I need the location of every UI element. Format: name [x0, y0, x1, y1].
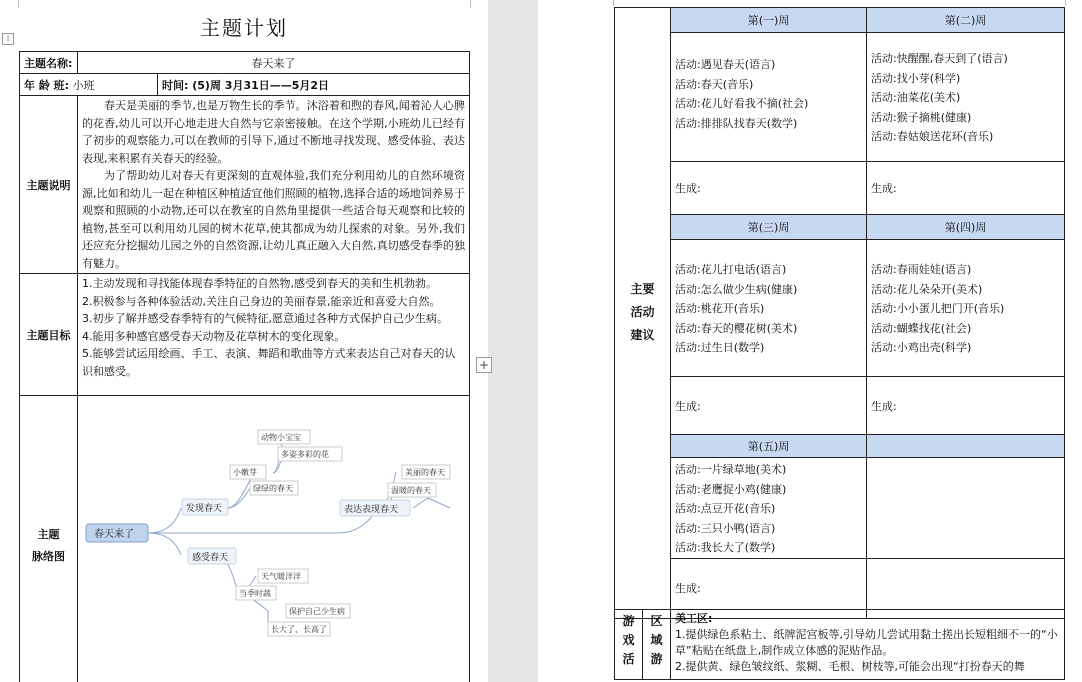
game-label	[615, 610, 643, 680]
mindmap-leaf: 保护自己少生病	[289, 607, 345, 616]
generated-label: 生成:	[867, 162, 1065, 215]
art-area-title: 美工区:	[675, 612, 713, 625]
goals-cell	[78, 274, 470, 396]
activity-item: 活动:油菜花(美术)	[871, 91, 961, 104]
theme-name-value: 春天来了	[78, 52, 470, 74]
mindmap-label-line: 脉络图	[32, 549, 65, 563]
activity-item: 活动:蝴蝶找花(社会)	[871, 321, 972, 335]
mindmap-connector	[228, 488, 250, 508]
goal-item: 5.能够尝试运用绘画、手工、表演、舞蹈和歌曲等方式来表达自己对春天的认识和感受。	[82, 347, 456, 378]
game-label-char: 戏	[622, 633, 635, 647]
activity-item: 活动:快醒醒,春天到了(语言)	[871, 52, 1008, 65]
margin-mark	[613, 0, 614, 6]
game-label-char: 活	[622, 652, 635, 666]
mindmap-leaf: 多姿多彩的花	[281, 450, 329, 459]
art-area-item: 2.提供黄、绿色皱纹纸、浆糊、毛根、树枝等,可能会出现“打扮春天的舞	[675, 660, 1025, 673]
week-header: 第(三)周	[671, 215, 867, 240]
week-activities	[867, 33, 1065, 162]
table-move-handle-icon[interactable]: ⁞	[2, 33, 14, 45]
week-header: 第(五)周	[671, 435, 867, 458]
week-activities	[671, 458, 867, 559]
mindmap-leaf: 绿绿的春天	[253, 484, 293, 493]
empty-cell	[867, 458, 1065, 559]
activity-item: 活动:桃花开(音乐)	[675, 302, 765, 315]
mindmap-leaf: 当季时蔬	[239, 589, 271, 598]
activity-item: 活动:小小蛋儿把门开(音乐)	[871, 302, 1005, 315]
time-cell	[158, 74, 470, 96]
week-header: 第(四)周	[867, 215, 1065, 240]
mindmap-cell	[78, 396, 470, 682]
plan-table	[19, 51, 470, 682]
activity-item: 活动:一片绿草地(美术)	[675, 463, 787, 476]
theme-name-label: 主题名称:	[20, 52, 78, 74]
mindmap-leaf: 美丽的春天	[405, 468, 445, 477]
activity-item: 活动:过生日(数学)	[675, 341, 765, 354]
right-document-page	[538, 0, 1082, 682]
goals-label: 主题目标	[20, 274, 78, 396]
class-cell	[20, 74, 158, 96]
week-activities	[671, 240, 867, 377]
activity-item: 活动:春姑娘送花环(音乐)	[871, 130, 994, 143]
activity-item: 活动:怎么做少生病(健康)	[675, 282, 798, 296]
left-document-page	[0, 0, 488, 682]
mindmap-branch: 表达表现春天	[344, 505, 399, 515]
description-paragraph: 为了帮助幼儿对春天有更深刻的直观体验,我们充分利用幼儿的自然环境资源,比如和幼儿一起在种植区种植适宜他们照顾的植物,选择合适的场地饲养易于观察和照顾的小动物,还可以在教室的自然角里提供一些适合每天观察和比较的植物,甚至可以利用幼儿园的树木花草,使其都成为幼儿探索的对象。另外,我们还应充分挖掘幼儿园之外的自然资源,让幼儿真正融入大自然,真切感受春季的独有魅力。	[82, 169, 465, 270]
side-label-line: 主要	[630, 282, 655, 297]
goal-item: 2.积极参与各种体验活动,关注自己身边的美丽春景,能亲近和喜爱大自然。	[82, 294, 441, 308]
generated-label: 生成:	[671, 162, 867, 215]
activity-item: 活动:排排队找春天(数学)	[675, 116, 798, 130]
activity-item: 活动:花儿好看我不摘(社会)	[675, 97, 809, 110]
mindmap-leaf: 动物小宝宝	[261, 433, 301, 442]
activity-item: 活动:春天(音乐)	[675, 77, 754, 91]
art-area-cell	[671, 610, 1065, 680]
mindmap-connector	[413, 498, 450, 508]
activity-item: 活动:春天的樱花树(美术)	[675, 321, 798, 335]
activity-item: 活动:猴子摘桃(健康)	[871, 110, 972, 124]
activity-item: 活动:春雨娃娃(语言)	[871, 263, 972, 276]
add-column-plus-icon[interactable]: +	[476, 357, 492, 373]
mindmap-label	[20, 396, 78, 682]
week-activities	[671, 33, 867, 162]
week-header: 第(二)周	[867, 8, 1065, 33]
generated-label: 生成:	[671, 377, 867, 435]
activity-item: 活动:老鹰捉小鸡(健康)	[675, 482, 787, 496]
description-label: 主题说明	[20, 96, 78, 274]
mindmap-leaf: 温暖的春天	[391, 486, 431, 495]
margin-mark	[470, 0, 471, 8]
week-activities	[867, 240, 1065, 377]
activity-item: 活动:找小芽(科学)	[871, 71, 961, 85]
activities-side-label	[615, 8, 671, 619]
mindmap-diagram	[78, 396, 468, 682]
area-label-char: 游	[650, 652, 663, 666]
week-header-empty	[867, 435, 1065, 458]
goal-item: 4.能用多种感官感受春天动物及花草树木的变化现象。	[82, 329, 346, 343]
activity-item: 活动:点豆开花(音乐)	[675, 502, 776, 515]
goal-item: 1.主动发现和寻找能体现春季特征的自然物,感受到春天的美和生机勃勃。	[82, 277, 437, 290]
margin-mark	[1065, 0, 1066, 6]
activity-item: 活动:我长大了(数学)	[675, 541, 776, 554]
mindmap-leaf: 小嫩芽	[233, 468, 257, 477]
activity-item: 活动:小鸡出壳(科学)	[871, 341, 972, 354]
goal-item: 3.初步了解并感受春季特有的气候特征,愿意通过各种方式保护自己少生病。	[82, 312, 448, 325]
side-label-line: 建议	[630, 328, 655, 343]
description-cell	[78, 96, 470, 274]
area-label-char: 区	[650, 614, 663, 628]
class-label: 年 龄 班:	[24, 78, 70, 92]
area-label-char: 域	[650, 633, 663, 647]
time-value: (5)周 3月31日——5月2日	[192, 78, 330, 92]
mindmap-branch: 发现春天	[186, 504, 223, 514]
generated-label: 生成:	[671, 558, 867, 618]
time-label: 时间:	[162, 78, 189, 92]
mindmap-label-line: 主题	[37, 527, 60, 541]
art-area-item: 1.提供绿色系粘土、纸牌泥宫板等,引导幼儿尝试用黏土搓出长短粗细不一的“小草”粘贴在纸盘上,制作成立体感的泥贴作品。	[675, 628, 1058, 657]
mindmap-connector	[148, 508, 181, 533]
mindmap-leaf: 长大了、长高了	[271, 625, 327, 634]
margin-mark	[18, 0, 19, 8]
mindmap-branch: 感受春天	[192, 553, 229, 563]
week-header: 第(一)周	[671, 8, 867, 33]
side-label-line: 活动	[630, 305, 655, 320]
generated-label: 生成:	[867, 377, 1065, 435]
game-label-char: 游	[622, 614, 635, 628]
mindmap-connector	[148, 533, 181, 555]
page-title: 主题计划	[200, 16, 288, 40]
activity-item: 活动:花儿打电话(语言)	[675, 263, 787, 276]
area-label	[643, 610, 671, 680]
mindmap-root: 春天来了	[94, 529, 134, 540]
mindmap-leaf: 天气暖洋洋	[261, 572, 301, 581]
class-value: 小班	[72, 78, 95, 92]
activity-item: 活动:三只小鸭(语言)	[675, 521, 776, 535]
description-paragraph: 春天是美丽的季节,也是万物生长的季节。沐浴着和煦的春风,闻着沁人心脾的花香,幼儿可以开心地走进大自然与它亲密接触。在这个学期,小班幼儿已经有了初步的观察能力,可以在教师的引导下,通过不断地寻找发现、感受体验、表达表现,来积累有关春天的经验。	[82, 99, 465, 165]
activity-item: 活动:花儿朵朵开(美术)	[871, 282, 983, 296]
activity-table	[614, 7, 1065, 619]
activity-item: 活动:遇见春天(语言)	[675, 58, 776, 71]
game-table	[614, 609, 1065, 680]
